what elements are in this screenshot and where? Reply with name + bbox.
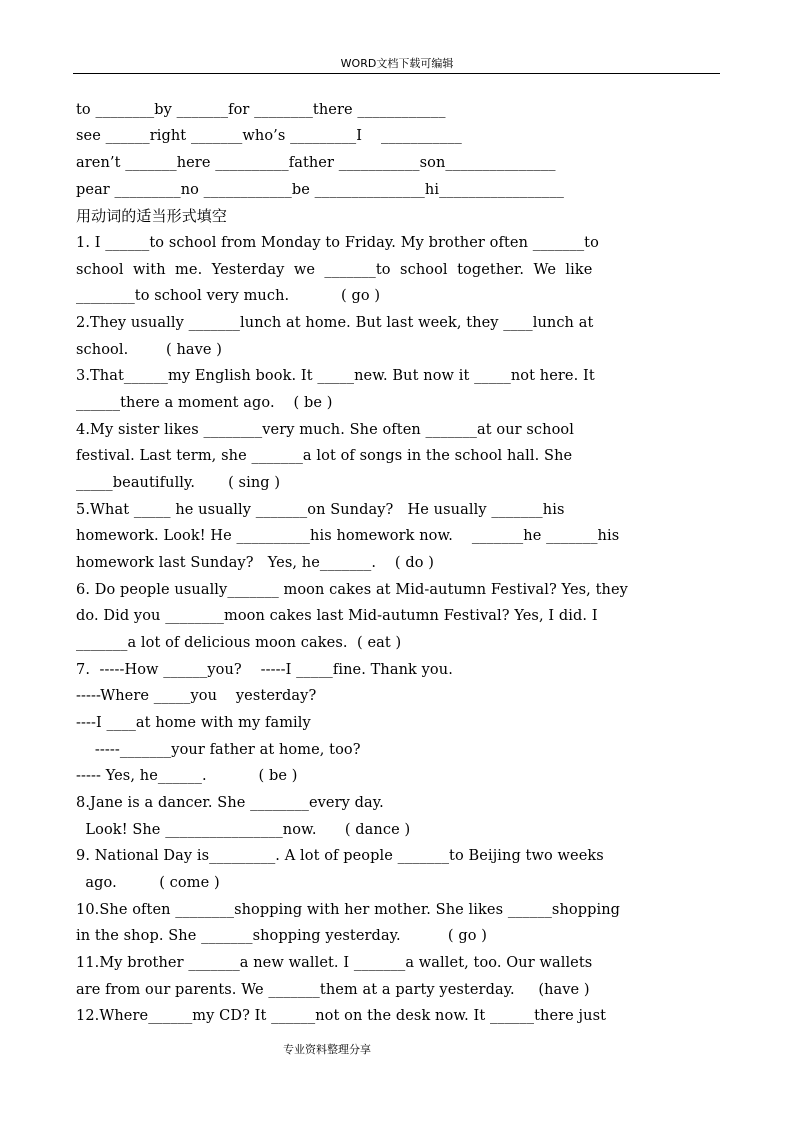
exercise-line: school with me. Yesterday we _______to school together. We like <box>76 262 593 278</box>
exercise-line: Look! She ________________now. ( dance ) <box>76 822 411 838</box>
exercise-line: ______there a moment ago. ( be ) <box>76 395 333 411</box>
exercise-line: 9. National Day is_________. A lot of people _______to Beijing two weeks <box>76 848 604 864</box>
exercise-line: are from our parents. We _______them at a party yesterday. (have ) <box>76 982 590 998</box>
exercise-line: 10.She often ________shopping with her mother. She likes ______shopping <box>76 902 621 918</box>
exercise-line: _______a lot of delicious moon cakes. ( eat ) <box>76 635 402 651</box>
word-row-2: see ______right _______who’s _________I ___________ <box>76 128 462 144</box>
exercise-line: 7. -----How ______you? -----I _____fine. Thank you. <box>76 662 453 678</box>
exercise-line: -----_______your father at home, too? <box>76 742 361 758</box>
exercise-line: ________to school very much. ( go ) <box>76 288 381 304</box>
exercise-line: ago. ( come ) <box>76 875 220 891</box>
exercise-line: homework. Look! He __________his homework now. _______he _______his <box>76 528 620 544</box>
exercise-line: 8.Jane is a dancer. She ________every day. <box>76 795 384 811</box>
word-row-4: pear _________no ____________be _______________hi_________________ <box>76 182 565 198</box>
exercise-line: ----- Yes, he______. ( be ) <box>76 768 298 784</box>
exercise-line: 2.They usually _______lunch at home. But last week, they ____lunch at <box>76 315 594 331</box>
exercise-line: festival. Last term, she _______a lot of songs in the school hall. She <box>76 448 573 464</box>
exercise-line: 11.My brother _______a new wallet. I _______a wallet, too. Our wallets <box>76 955 593 971</box>
exercise-line: -----Where _____you yesterday? <box>76 688 317 704</box>
exercise-line: school. ( have ) <box>76 342 223 358</box>
exercise-line: ----I ____at home with my family <box>76 715 311 731</box>
exercise-line: 5.What _____ he usually _______on Sunday? He usually _______his <box>76 502 565 518</box>
exercise-line: 6. Do people usually_______ moon cakes at Mid-autumn Festival? Yes, they <box>76 582 628 598</box>
exercise-line: 1. I ______to school from Monday to Friday. My brother often _______to <box>76 235 599 251</box>
exercise-line: 12.Where______my CD? It ______not on the desk now. It ______there just <box>76 1008 607 1024</box>
section-title: 用动词的适当形式填空 <box>76 207 228 225</box>
exercise-line: 4.My sister likes ________very much. She often _______at our school <box>76 422 574 438</box>
page-footer: 专业资料整理分享 <box>283 1043 371 1056</box>
page-header: WORD文档下载可编辑 <box>340 57 454 70</box>
exercise-line: homework last Sunday? Yes, he_______. ( do ) <box>76 555 435 571</box>
word-row-3: aren’t _______here __________father ___________son_______________ <box>76 155 556 171</box>
word-row-1: to ________by _______for ________there ____________ <box>76 102 446 118</box>
exercise-line: in the shop. She _______shopping yesterday. ( go ) <box>76 928 487 944</box>
exercise-line: _____beautifully. ( sing ) <box>76 475 281 491</box>
exercise-line: do. Did you ________moon cakes last Mid-autumn Festival? Yes, I did. I <box>76 608 598 624</box>
header-rule <box>73 73 720 74</box>
exercise-line: 3.That______my English book. It _____new. But now it _____not here. It <box>76 368 595 384</box>
